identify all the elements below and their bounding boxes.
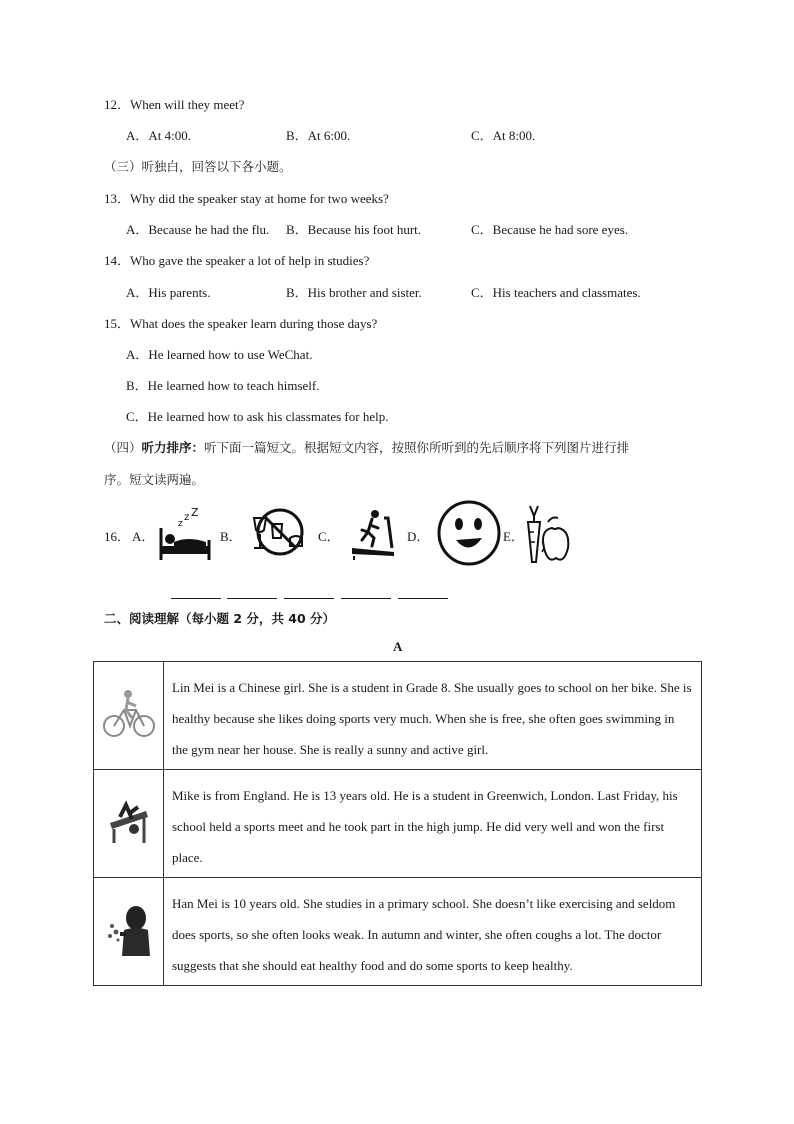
question-13: 13．Why did the speaker stay at home for two weeks?: [104, 191, 389, 206]
sleeping-icon: [158, 506, 212, 562]
question-15: 15．What does the speaker learn during those days?: [104, 316, 378, 331]
section-4-bold-title: 听力排序：: [141, 440, 205, 455]
section-3-heading: （三）听独白，回答以下各小题。: [104, 159, 292, 174]
q15-option-c: C．He learned how to ask his classmates for help.: [126, 409, 389, 424]
svg-text:z: z: [178, 519, 183, 529]
high-jump-icon: [104, 799, 154, 845]
passage-label: A: [393, 639, 403, 654]
answer-blank[interactable]: [398, 598, 448, 599]
answer-blank[interactable]: [171, 598, 221, 599]
passage-text-2: Mike is from England. He is 13 years old. He is a student in Greenwich, London. Last Friday, his school held a sports meet and he took part in the high jump. He did very well and won the first place.: [164, 770, 702, 878]
passage-text-1: Lin Mei is a Chinese girl. She is a student in Grade 8. She usually goes to school on her bike. She is healthy because she likes doing sports very much. When she is free, she often goes swimming in the gym near her house. She is really a sunny and active girl.: [164, 662, 702, 770]
q12-option-c: C．At 8:00.: [471, 128, 536, 143]
bicycle-icon: [102, 688, 156, 740]
q16-label-e: E．: [503, 529, 524, 544]
q14-option-c: C．His teachers and classmates.: [471, 285, 641, 300]
svg-text:z: z: [184, 512, 190, 523]
image-cell: [94, 662, 164, 770]
question-14: 14．Who gave the speaker a lot of help in studies?: [104, 253, 370, 268]
passage-text-3: Han Mei is 10 years old. She studies in a primary school. She doesn’t like exercising and seldom does sports, so she often looks weak. In autumn and winter, she often coughs a lot. The doctor suggests that she should eat healthy food and do some sports to keep healthy.: [164, 878, 702, 986]
question-16-number: 16．: [104, 529, 131, 544]
q13-option-a: A．Because he had the flu.: [126, 222, 270, 237]
table-row: [94, 770, 702, 878]
part-2-heading: 二、阅读理解（每小题 2 分，共 40 分）: [104, 611, 336, 626]
answer-blank[interactable]: [284, 598, 334, 599]
section-4-heading: [104, 440, 629, 456]
answer-blank[interactable]: [227, 598, 277, 599]
table-row: [94, 662, 702, 770]
svg-text:Z: Z: [191, 506, 199, 519]
q15-option-a: A．He learned how to use WeChat.: [126, 347, 313, 362]
coughing-girl-icon: [104, 904, 154, 956]
question-12: 12．When will they meet?: [104, 97, 245, 112]
image-cell: [94, 878, 164, 986]
section-4-prefix: （四）: [104, 440, 142, 455]
q12-option-a: A．At 4:00.: [126, 128, 192, 143]
q16-label-c: C．: [318, 529, 340, 544]
q16-label-d: D．: [407, 529, 430, 544]
q14-option-b: B．His brother and sister.: [286, 285, 422, 300]
q13-option-b: B．Because his foot hurt.: [286, 222, 422, 237]
q15-option-b: B．He learned how to teach himself.: [126, 378, 320, 393]
treadmill-icon: [348, 508, 400, 560]
no-drinking-icon: [246, 504, 308, 560]
image-cell: [94, 770, 164, 878]
q14-option-a: A．His parents.: [126, 285, 211, 300]
section-4-line2: 序。短文读两遍。: [104, 472, 205, 487]
q16-label-a: A．: [132, 529, 155, 544]
q12-option-b: B．At 6:00.: [286, 128, 351, 143]
vegetables-fruit-icon: [518, 502, 570, 568]
answer-blank[interactable]: [341, 598, 391, 599]
smiley-face-icon: [436, 500, 502, 566]
q13-option-c: C．Because he had sore eyes.: [471, 222, 629, 237]
table-row: [94, 878, 702, 986]
section-4-line1: 听下面一篇短文。根据短文内容，按照你所听到的先后顺序将下列图片进行排: [204, 440, 630, 455]
reading-table: [93, 661, 702, 986]
q16-label-b: B．: [220, 529, 242, 544]
